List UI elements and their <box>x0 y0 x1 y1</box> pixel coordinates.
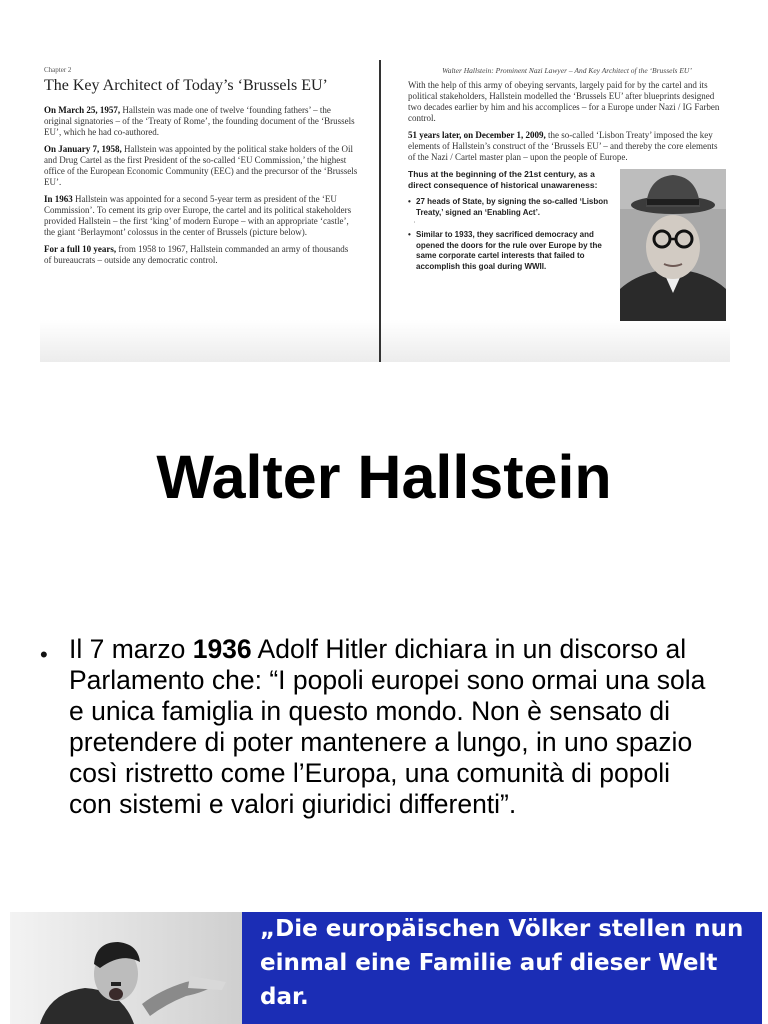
quote-year: 1936 <box>192 634 252 664</box>
quote-body: Adolf Hitler dichiara in un discorso al Parlamento che: “I popoli europei sono ormai una sola e unica famiglia in questo mondo. Non è sensato di pretendere di poter mantenere a lungo, in uno spazio così ristretto come l’Europa, una comunità di popoli con sistemi e valori giuridici differenti”. <box>69 634 706 819</box>
portrait-illustration <box>620 169 726 321</box>
book-left-page <box>44 66 358 272</box>
chapter-title: The Key Architect of Today’s ‘Brussels EU’ <box>44 77 328 94</box>
hitler-speech-photo <box>10 912 242 1024</box>
quote-prefix: Il 7 marzo <box>69 634 193 664</box>
page-gutter <box>379 60 381 362</box>
paragraph-lead: In 1963 <box>44 194 73 204</box>
paragraph-lead: For a full 10 years, <box>44 244 117 254</box>
paragraph-text: from 1958 to 1967, Hallstein commanded an army of thousands of bureaucrats – outside any democratic control. <box>44 244 349 265</box>
summary-intro: Thus at the beginning of the 21st century, as a direct consequence of historical unawareness: <box>408 169 598 190</box>
right-paragraph <box>408 130 726 163</box>
german-quote-line: „Die europäischen Völker stellen nun <box>260 916 744 942</box>
left-paragraph <box>44 105 358 138</box>
paragraph-lead: On March 25, 1957, <box>44 105 121 115</box>
hallstein-portrait-photo <box>620 169 726 321</box>
german-quote-text <box>260 912 760 1014</box>
paragraph-text: Hallstein was appointed by the political stake holders of the Oil and Drug Cartel as the first President of the so-called ‘EU Commission,’ the highest office of the European Economic Community (EEC) and the precursor of the ‘Brussels EU’. <box>44 144 358 187</box>
quote-bullet <box>40 634 720 820</box>
german-quote-line: einmal eine Familie auf dieser Welt dar. <box>260 950 718 1010</box>
right-paragraph <box>408 80 726 124</box>
book-right-page <box>408 66 726 325</box>
bullet-marker: • <box>40 642 48 667</box>
summary-bullet: • Similar to 1933, they sacrificed democracy and opened the doors for the rule over Europe by the same corporate cartel interests that failed to accomplish this goal during WWII. <box>408 230 618 272</box>
chapter-label: Chapter 2 <box>44 66 72 74</box>
book-spread-image <box>40 60 730 362</box>
left-paragraph <box>44 244 358 266</box>
summary-bullet: • 27 heads of State, by signing the so-called ‘Lisbon Treaty,’ signed an ‘Enabling Act’. <box>408 197 618 218</box>
summary-box <box>408 169 618 272</box>
slide-title: Walter Hallstein <box>156 443 612 511</box>
left-paragraph <box>44 194 358 238</box>
paragraph-text: the so-called ‘Lisbon Treaty’ imposed the key elements of Hallstein’s construct of the ‘Brussels EU’ – and thereby the core elements of the Nazi / Cartel master plan – upon the people of Europe. <box>408 130 718 162</box>
stray-mark: ’ <box>414 222 416 228</box>
quote-text <box>69 634 720 820</box>
paragraph-text: Hallstein was appointed for a second 5-year term as president of the ‘EU Commission’. To cement its grip over Europe, the cartel and its political stakeholders provided Hallstein – the first ‘king’ of modern Europe – with an appropriate ‘castle’, the giant ‘Berlaymont’ colossus in the center of Brussels (picture below). <box>44 194 352 237</box>
paragraph-lead: On January 7, 1958, <box>44 144 122 154</box>
left-paragraph <box>44 144 358 188</box>
speech-illustration <box>10 912 242 1024</box>
bottom-banner-image <box>10 912 762 1024</box>
running-head: Walter Hallstein: Prominent Nazi Lawyer – And Key Architect of the ‘Brussels EU’ <box>442 66 692 75</box>
right-lower-section <box>408 169 726 325</box>
paragraph-lead: 51 years later, on December 1, 2009, <box>408 130 546 140</box>
paragraph-text: With the help of this army of obeying servants, largely paid for by the cartel and its political stakeholders, Hallstein modelled the ‘Brussels EU’ after blueprints designed two decades earlier by him and his accomplices – for a Europe under Nazi / IG Farben control. <box>408 80 720 123</box>
paragraph-text: Hallstein was made one of twelve ‘founding fathers’ – the original signatories – of the ‘Treaty of Rome’, the founding document of the ‘Brussels EU’, which he had co-authored. <box>44 105 355 137</box>
